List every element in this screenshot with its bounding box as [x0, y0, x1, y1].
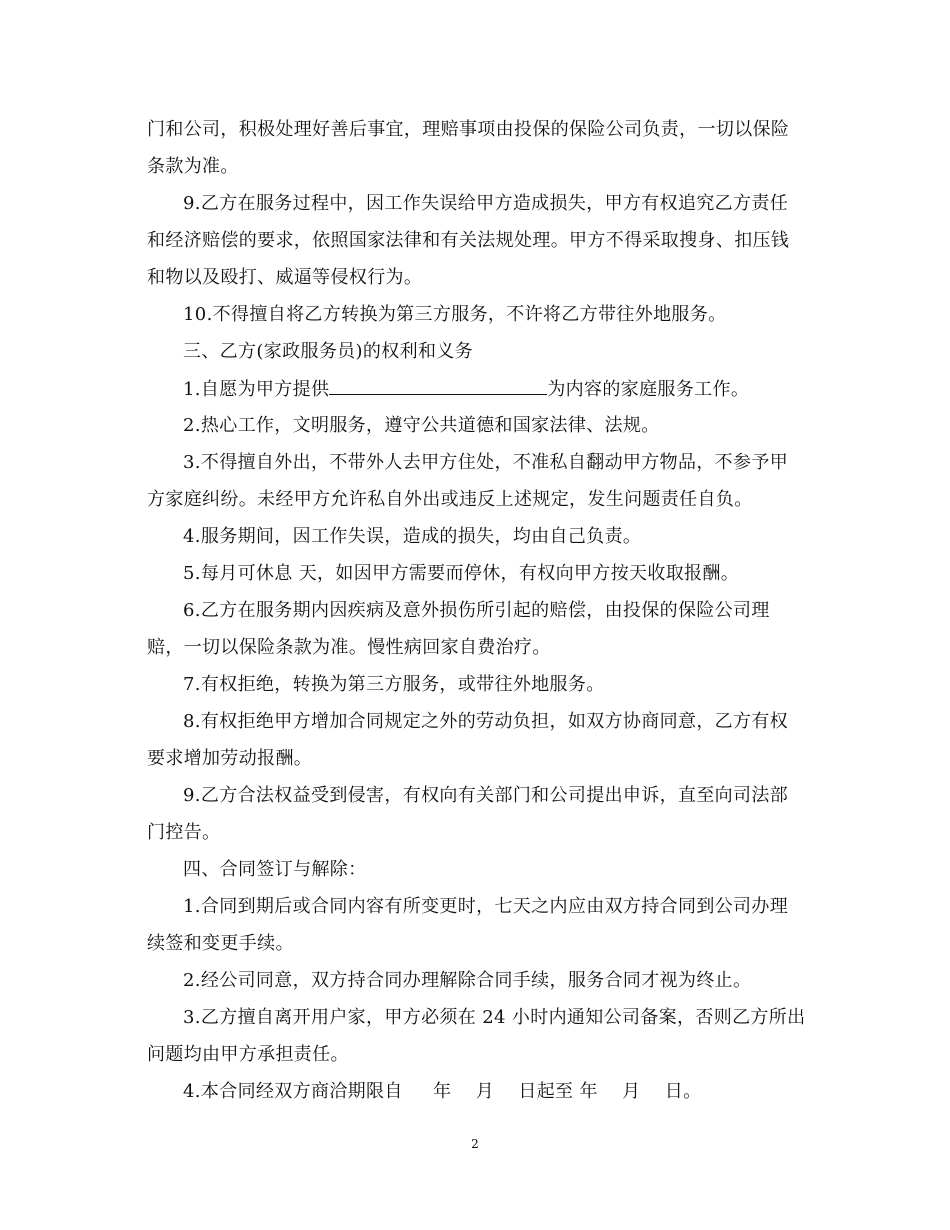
- clause-fill-line: [183, 377, 749, 402]
- page-number: 2: [471, 1137, 479, 1151]
- clause-10-line: 10.不得擅自将乙方转换为第三方服务，不许将乙方带往外地服务。: [183, 304, 727, 325]
- clause-text: 为内容的家庭服务工作。: [547, 379, 750, 400]
- paragraph-line: 问题均由甲方承担责任。: [147, 1044, 349, 1065]
- clause-line: 2.热心工作，文明服务，遵守公共道德和国家法律、法规。: [183, 415, 660, 436]
- clause-text: 1.自愿为甲方提供: [183, 379, 330, 400]
- clause-line: 2.经公司同意，双方持合同办理解除合同手续，服务合同才视为终止。: [183, 970, 752, 991]
- clause-line: 4.服务期间，因工作失误，造成的损失，均由自己负责。: [183, 526, 642, 547]
- paragraph-line: 续签和变更手续。: [147, 933, 294, 954]
- section-heading-four: 四、合同签订与解除：: [183, 859, 367, 880]
- paragraph-line: 和物以及殴打、威逼等侵权行为。: [147, 267, 423, 288]
- paragraph-line: 和经济赔偿的要求，依照国家法律和有关法规处理。甲方不得采取搜身、扣压钱: [147, 230, 790, 251]
- clause-line: 3.乙方擅自离开用户家，甲方必须在 24 小时内通知公司备案，否则乙方所出: [183, 1007, 806, 1028]
- paragraph-line: 方家庭纠纷。未经甲方允许私自外出或违反上述规定，发生问题责任自负。: [147, 489, 753, 510]
- paragraph-line: 要求增加劳动报酬。: [147, 748, 313, 769]
- paragraph-line: 条款为准。: [147, 156, 239, 177]
- clause-line: 3.不得擅自外出，不带外人去甲方住处，不准私自翻动甲方物品，不参予甲: [183, 452, 789, 473]
- clause-line: 9.乙方合法权益受到侵害，有权向有关部门和公司提出申诉，直至向司法部: [183, 785, 789, 806]
- clause-line: 6.乙方在服务期内因疾病及意外损伤所引起的赔偿，由投保的保险公司理: [183, 600, 770, 621]
- fill-in-blank: [329, 377, 547, 395]
- paragraph-line: 赔，一切以保险条款为准。慢性病回家自费治疗。: [147, 637, 551, 658]
- clause-9-line: 9.乙方在服务过程中，因工作失误给甲方造成损失，甲方有权追究乙方责任: [183, 193, 789, 214]
- paragraph-line: 门控告。: [147, 822, 221, 843]
- clause-line: 7.有权拒绝，转换为第三方服务，或带往外地服务。: [183, 674, 605, 695]
- clause-line: 8.有权拒绝甲方增加合同规定之外的劳动负担，如双方协商同意，乙方有权: [183, 711, 789, 732]
- clause-line: 5.每月可休息 天，如因甲方需要而停休，有权向甲方按天收取报酬。: [183, 563, 740, 584]
- section-heading-three: 三、乙方(家政服务员)的权利和义务: [183, 341, 473, 362]
- term-dates-line: 4.本合同经双方商洽期限自 年 月 日起至 年 月 日。: [183, 1081, 702, 1102]
- clause-line: 1.合同到期后或合同内容有所变更时，七天之内应由双方持合同到公司办理: [183, 896, 789, 917]
- paragraph-line: 门和公司，积极处理好善后事宜，理赔事项由投保的保险公司负责，一切以保险: [147, 119, 790, 140]
